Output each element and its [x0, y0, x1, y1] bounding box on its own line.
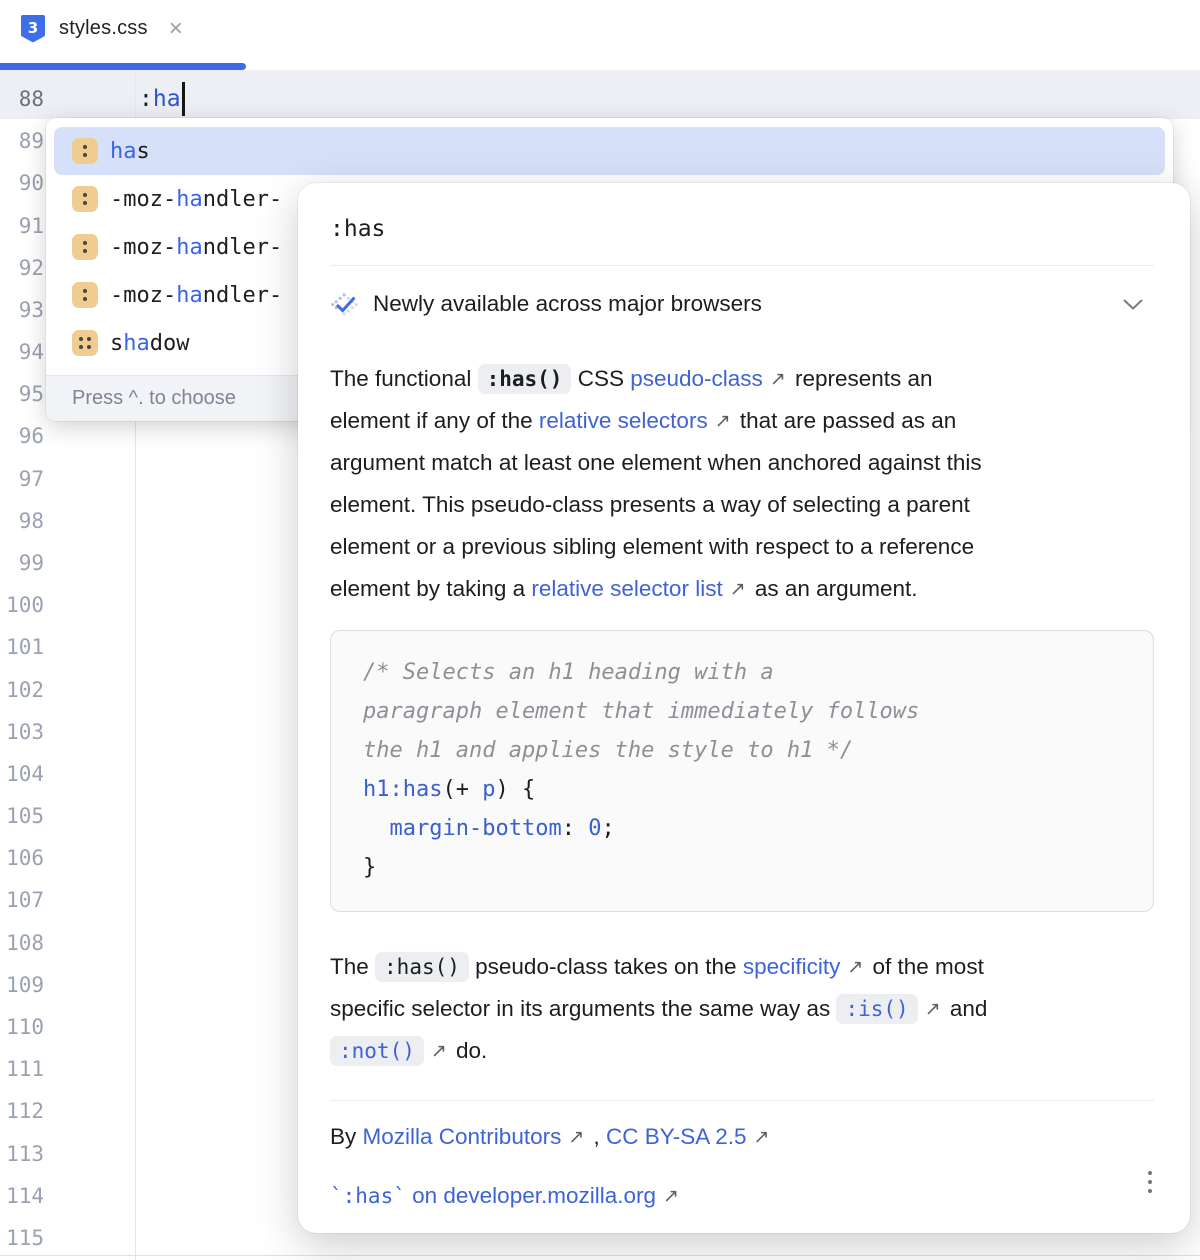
- doc-text: element or a previous sibling element with respect to a reference: [330, 534, 975, 559]
- line-number: 88: [18, 87, 44, 111]
- doc-text: CSS: [571, 366, 631, 391]
- line-number: 100: [6, 593, 44, 618]
- line-number: 106: [6, 846, 44, 871]
- doc-link[interactable]: Mozilla Contributors: [362, 1124, 562, 1149]
- line-number: 115: [6, 1225, 44, 1250]
- text-caret: [182, 82, 185, 116]
- doc-text: element by taking a: [330, 576, 532, 601]
- baseline-label: Newly available across major browsers: [373, 291, 762, 316]
- editor-bottom-edge: [0, 1255, 1200, 1256]
- doc-code-example: [330, 630, 1154, 912]
- pseudo-class-icon: [72, 138, 98, 164]
- code-token: 0: [588, 816, 602, 841]
- line-number: 98: [18, 508, 44, 533]
- line-number: 99: [18, 550, 44, 575]
- doc-text: as an argument.: [748, 576, 918, 601]
- code-text: (+: [442, 777, 483, 802]
- doc-title: :has: [330, 216, 386, 242]
- chevron-down-icon[interactable]: [1122, 298, 1144, 311]
- line-number: 111: [6, 1057, 44, 1082]
- completion-item-label: shadow: [110, 330, 190, 356]
- doc-link[interactable]: relative selectors: [538, 408, 708, 433]
- code-text: [363, 816, 390, 841]
- external-link-arrow-icon: ↗: [714, 410, 731, 432]
- completion-item-label: -moz-handler-: [110, 234, 283, 260]
- line-number: 110: [6, 1014, 44, 1039]
- completion-item-label: -moz-handler-: [110, 186, 283, 212]
- doc-link[interactable]: `:has`: [330, 1184, 406, 1208]
- svg-text:3: 3: [27, 19, 39, 37]
- css-file-icon: [20, 14, 46, 43]
- completion-item[interactable]: [54, 127, 1165, 175]
- doc-text: argument match at least one element when anchored against this: [330, 450, 982, 475]
- doc-text: and: [943, 996, 988, 1021]
- external-link-arrow-icon: ↗: [924, 998, 941, 1020]
- doc-text: element if any of the: [330, 408, 539, 433]
- tab-title: styles.css: [59, 17, 148, 39]
- code-comment: paragraph element that immediately follows: [363, 699, 920, 724]
- doc-text: The: [330, 954, 376, 979]
- external-link-arrow-icon: ↗: [430, 1040, 447, 1062]
- doc-link[interactable]: pseudo-class: [630, 366, 763, 391]
- code-token: h1:has: [363, 777, 443, 802]
- completion-hint-text: Press ^. to choose: [72, 387, 236, 409]
- external-link-arrow-icon: ↗: [769, 368, 786, 390]
- doc-text: ,: [587, 1124, 607, 1149]
- external-link-arrow-icon: ↗: [753, 1126, 770, 1148]
- baseline-newly-available-icon: [330, 293, 360, 316]
- code-comment: the h1 and applies the style to h1 */: [363, 738, 854, 763]
- doc-text: specific selector in its arguments the same way as: [330, 996, 837, 1021]
- doc-text: By: [330, 1124, 363, 1149]
- pseudo-element-icon: [72, 330, 98, 356]
- doc-mdn-link-line: [330, 1175, 1154, 1217]
- doc-text: element. This pseudo-class presents a way of selecting a parent: [330, 492, 970, 517]
- doc-text: of the most: [866, 954, 984, 979]
- doc-paragraph-specificity: [330, 946, 1154, 1072]
- code-text: ) {: [495, 777, 536, 802]
- typed-text: :: [139, 86, 153, 112]
- inline-code: :has(): [478, 364, 572, 394]
- external-link-arrow-icon: ↗: [729, 578, 746, 600]
- editor-tab-bar: [0, 0, 1200, 64]
- doc-text: represents an: [788, 366, 933, 391]
- external-link-arrow-icon: ↗: [663, 1185, 679, 1207]
- line-number: 90: [18, 171, 44, 196]
- line-number: 92: [18, 255, 44, 280]
- line-number: 109: [6, 972, 44, 997]
- doc-attribution: [330, 1116, 1154, 1158]
- close-tab-icon[interactable]: ×: [168, 14, 183, 42]
- line-number: 112: [6, 1099, 44, 1124]
- line-number: 91: [18, 213, 44, 238]
- code-text: :: [561, 816, 589, 841]
- tab-styles-css[interactable]: [20, 14, 183, 43]
- doc-link[interactable]: specificity: [742, 954, 841, 979]
- line-number: 89: [18, 129, 44, 154]
- line-number: 107: [6, 888, 44, 913]
- active-tab-indicator: [0, 63, 246, 70]
- line-number: 95: [18, 382, 44, 407]
- completion-item-label: -moz-handler-: [110, 282, 283, 308]
- line-number: 94: [18, 340, 44, 365]
- line-number: 113: [6, 1141, 44, 1166]
- divider: [330, 265, 1154, 266]
- pseudo-class-icon: [72, 282, 98, 308]
- external-link-arrow-icon: ↗: [847, 956, 864, 978]
- line-number: 105: [6, 804, 44, 829]
- inline-code: :has(): [375, 952, 469, 982]
- code-comment: /* Selects an h1 heading with a: [363, 660, 774, 685]
- line-number: 101: [6, 635, 44, 660]
- doc-link[interactable]: relative selector list: [531, 576, 723, 601]
- doc-text: do.: [449, 1038, 488, 1063]
- completion-item-label: has: [110, 138, 150, 164]
- pseudo-class-icon: [72, 186, 98, 212]
- doc-link[interactable]: on developer.mozilla.org: [405, 1183, 657, 1208]
- pseudo-class-icon: [72, 234, 98, 260]
- doc-text: pseudo-class takes on the: [468, 954, 743, 979]
- editor-caret-line: [139, 78, 185, 120]
- line-number: 102: [6, 677, 44, 702]
- inline-code-link[interactable]: :is(): [836, 994, 917, 1024]
- code-token: p: [482, 777, 496, 802]
- documentation-popup: [298, 183, 1190, 1233]
- code-token: margin-bottom: [389, 816, 562, 841]
- external-link-arrow-icon: ↗: [568, 1126, 585, 1148]
- line-number: 104: [6, 761, 44, 786]
- code-text: }: [363, 855, 377, 880]
- doc-text: that are passed as an: [733, 408, 957, 433]
- doc-link[interactable]: CC BY-SA 2.5: [606, 1124, 747, 1149]
- line-number: 103: [6, 719, 44, 744]
- line-number: 97: [18, 466, 44, 491]
- doc-paragraph-description: [330, 358, 1154, 610]
- inline-code-link[interactable]: :not(): [330, 1036, 424, 1066]
- baseline-status-row[interactable]: [330, 284, 1154, 324]
- line-number: 93: [18, 297, 44, 322]
- line-number: 96: [18, 424, 44, 449]
- divider: [330, 1100, 1154, 1101]
- typed-match-text: ha: [152, 86, 181, 112]
- more-options-kebab-icon[interactable]: [1144, 1167, 1156, 1197]
- doc-text: The functional: [330, 366, 478, 391]
- code-example-lines: [363, 653, 1129, 887]
- line-number: 108: [6, 930, 44, 955]
- line-number: 114: [6, 1183, 44, 1208]
- code-text: ;: [601, 816, 615, 841]
